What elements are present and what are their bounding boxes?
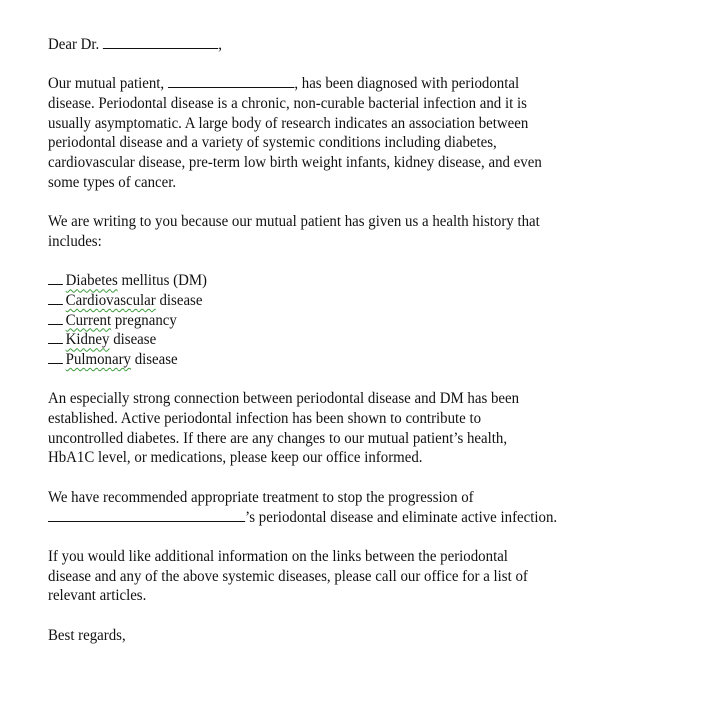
patient-name-blank-2[interactable] bbox=[48, 508, 245, 522]
history-line: We are writing to you because our mutual patient has given us a health history that bbox=[48, 213, 540, 231]
info-line: If you would like additional information on the links between the periodontal bbox=[48, 547, 508, 565]
checklist-item-diabetes bbox=[48, 271, 688, 291]
spellcheck-flagged-word: Pulmonary bbox=[65, 351, 131, 368]
checklist-item-label: disease bbox=[109, 331, 157, 349]
intro-line: periodontal disease and a variety of systemic conditions including diabetes, bbox=[48, 134, 497, 152]
closing bbox=[48, 626, 688, 646]
spellcheck-flagged-word: Current bbox=[65, 311, 112, 329]
spellcheck-flagged-word: Diabetes bbox=[65, 272, 118, 290]
spellcheck-flagged-word: Kidney bbox=[65, 331, 110, 349]
salutation-comma: , bbox=[218, 36, 222, 53]
treatment-line: We have recommended appropriate treatment to stop the progression of bbox=[48, 488, 474, 506]
treatment-paragraph bbox=[48, 488, 688, 527]
dm-line: uncontrolled diabetes. If there are any changes to our mutual patient’s health, bbox=[48, 429, 508, 447]
intro-line: cardiovascular disease, pre-term low birth weight infants, kidney disease, and even bbox=[48, 154, 542, 172]
checkbox-blank[interactable] bbox=[48, 312, 63, 325]
info-paragraph bbox=[48, 547, 688, 606]
dm-line: An especially strong connection between periodontal disease and DM has been bbox=[48, 390, 520, 408]
history-paragraph bbox=[48, 212, 688, 251]
checklist-item-label: disease bbox=[155, 291, 203, 309]
info-line: disease and any of the above systemic diseases, please call our office for a list of bbox=[48, 567, 528, 585]
intro-paragraph bbox=[48, 74, 688, 192]
salutation bbox=[48, 35, 688, 55]
checklist-item-pregnancy bbox=[48, 311, 688, 331]
intro-text-start: Our mutual patient, bbox=[48, 75, 165, 93]
dm-line: established. Active periodontal infection has been shown to contribute to bbox=[48, 410, 482, 428]
checklist-item-label: disease bbox=[130, 351, 178, 368]
treatment-line-end: ’s periodontal disease and eliminate active infection. bbox=[245, 508, 558, 526]
checklist-item-cardiovascular bbox=[48, 291, 688, 311]
intro-line: usually asymptomatic. A large body of research indicates an association between bbox=[48, 114, 529, 132]
checkbox-blank[interactable] bbox=[48, 272, 63, 285]
history-line: includes: bbox=[48, 232, 102, 250]
letter-document bbox=[48, 35, 688, 645]
intro-line: some types of cancer. bbox=[48, 173, 177, 191]
condition-checklist bbox=[48, 271, 688, 369]
checklist-item-label: pregnancy bbox=[111, 311, 177, 329]
intro-line: disease. Periodontal disease is a chronic, non-curable bacterial infection and it is bbox=[48, 95, 527, 113]
checklist-item-kidney bbox=[48, 330, 688, 350]
closing-text: Best regards, bbox=[48, 626, 126, 644]
spellcheck-flagged-word: Cardiovascular bbox=[65, 291, 156, 309]
doctor-name-blank[interactable] bbox=[103, 35, 218, 49]
info-line: relevant articles. bbox=[48, 587, 147, 605]
checkbox-blank[interactable] bbox=[48, 331, 63, 344]
dm-paragraph bbox=[48, 389, 688, 468]
checkbox-blank[interactable] bbox=[48, 351, 63, 364]
checklist-item-label: mellitus (DM) bbox=[117, 272, 208, 290]
dm-line: HbA1C level, or medications, please keep our office informed. bbox=[48, 449, 423, 467]
intro-text-end: , has been diagnosed with periodontal bbox=[294, 75, 520, 93]
salutation-prefix: Dear Dr. bbox=[48, 36, 100, 53]
checklist-item-pulmonary bbox=[48, 350, 688, 370]
checkbox-blank[interactable] bbox=[48, 292, 63, 305]
patient-name-blank[interactable] bbox=[168, 74, 294, 88]
